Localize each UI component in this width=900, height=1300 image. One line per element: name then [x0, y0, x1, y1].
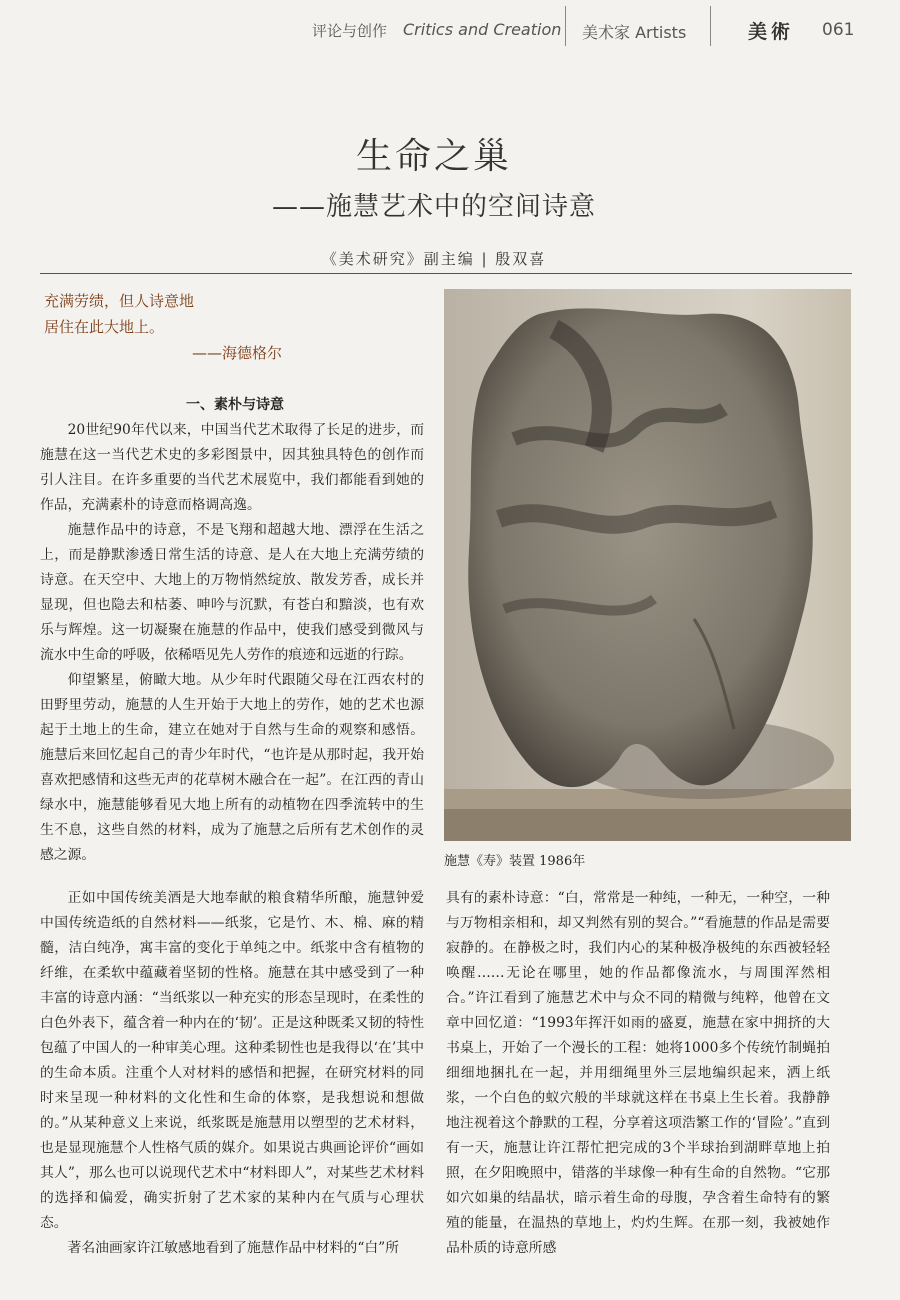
epigraph — [44, 288, 424, 366]
paragraph: 正如中国传统美酒是大地奉献的粮食精华所酿，施慧钟爱中国传统造纸的自然材料——纸浆，它是竹、木、棉、麻的精髓，洁白纯净，寓丰富的变化于单纯之中。纸浆中含有植物的纤维，在柔软中蕴藏着坚韧的性格。施慧在其中感受到了一种丰富的诗意内涵：“当纸浆以一种充实的形态呈现时，在柔性的白色外表下，蕴含着一种内在的‘韧’。正是这种既柔又韧的特性包蕴了中国人的一种审美心理。这种柔韧性也是我得以‘在’其中的生命本质。注重个人对材料的感悟和把握，在研究材料的同时来呈现一种材料的文化性和生命的体察，是我想说和想做的。”从某种意义上来说，纸浆既是施慧用以塑型的艺术材料，也是显现施慧个人性格气质的媒介。如果说古典画论评价“画如其人”，那么也可以说现代艺术中“材料即人”，对某些艺术材料的选择和偏爱，确实折射了艺术家的某种内在气质与心理状态。 — [40, 890, 424, 1231]
article-title: 生命之巢 — [355, 136, 512, 177]
header-category-en: Critics and Creation — [403, 20, 562, 39]
epigraph-author: ——海德格尔 — [192, 344, 283, 362]
paragraph: 20世纪90年代以来，中国当代艺术取得了长足的进步，而施慧在这一当代艺术史的多彩图景中，因其独具特色的创作而引人注目。在许多重要的当代艺术展览中，我们都能看到她的作品，充满素朴的诗意而格调高逸。 — [40, 422, 424, 513]
epigraph-line: 充满劳绩，但人诗意地 — [44, 292, 195, 310]
figure-caption: 施慧《寿》装置 1986年 — [444, 854, 586, 869]
artwork-photo — [444, 289, 851, 841]
body-column-left-lower — [40, 886, 424, 1268]
article-byline: 《美术研究》副主编 | 殷双喜 — [321, 250, 547, 268]
paragraph: 著名油画家许江敏感地看到了施慧作品中材料的“白”所 — [67, 1240, 400, 1256]
paragraph: 施慧作品中的诗意，不是飞翔和超越大地、漂浮在生活之上，而是静默渗透日常生活的诗意、是人在大地上充满劳绩的诗意。在天空中、大地上的万物悄然绽放、散发芳香，成长并显现，但也隐去和枯萎、呻吟与沉默，有苍白和黯淡，也有欢乐与辉煌。这一切凝聚在施慧的作品中，使我们感受到微风与流水中生命的呼吸，依稀唔见先人劳作的痕迹和远逝的行踪。 — [40, 522, 424, 663]
paragraph: 具有的素朴诗意：“白，常常是一种纯，一种无，一种空，一种与万物相亲相和，却又判然有别的契合。”“看施慧的作品是需要寂静的。在静极之时，我们内心的某种极净极纯的东西被轻轻唤醒……无论在哪里，她的作品都像流水，与周围浑然相合。”许江看到了施慧艺术中与众不同的精微与纯粹，他曾在文章中回忆道：“1993年挥汗如雨的盛夏，施慧在家中拥挤的大书桌上，开始了一个漫长的工程：她将1000多个传统竹制蝇拍细细地捆扎在一起，并用细绳里外三层地编织起来，洒上纸浆，一个白色的蚁穴般的半球就这样在书桌上生长着。我静静地注视着这个静默的工程，分享着这项浩繁工作的‘冒险’。”直到有一天，施慧让许江帮忙把完成的3个半球抬到湖畔草地上拍照，在夕阳晚照中，错落的半球像一种有生命的自然物。“它那如穴如巢的结晶状，暗示着生命的母腹，孕含着生命特有的繁殖的能量，在温热的草地上，灼灼生辉。在那一刻，我被她作品朴质的诗意所感 — [446, 890, 830, 1256]
epigraph-line: 居住在此大地上。 — [44, 318, 165, 336]
title-rule — [40, 273, 852, 274]
sculpture-illustration — [444, 289, 851, 841]
article-subtitle: ——施慧艺术中的空间诗意 — [271, 192, 596, 222]
body-column-right-lower — [446, 886, 830, 1268]
magazine-logo: 美術 — [748, 21, 795, 43]
paragraph: 仰望繁星，俯瞰大地。从少年时代跟随父母在江西农村的田野里劳动，施慧的人生开始于大地上的劳作，她的艺术也源起于土地上的生命，建立在她对于自然与生命的观察和感悟。施慧后来回忆起自己的青少年时代，“也许是从那时起，我开始喜欢把感情和这些无声的花草树木融合在一起”。在江西的青山绿水中，施慧能够看见大地上所有的动植物在四季流转中的生生不息，这些自然的材料，成为了施慧之后所有艺术创作的灵感之源。 — [40, 672, 424, 863]
header-divider — [710, 6, 711, 46]
page-header — [0, 0, 900, 60]
header-magazine-name: 美术家 Artists — [582, 23, 687, 42]
header-category-cn: 评论与创作 — [312, 22, 388, 40]
section-heading: 一、素朴与诗意 — [186, 397, 284, 413]
page-number: 061 — [822, 20, 855, 40]
header-divider — [565, 6, 566, 46]
body-column-left-upper — [40, 418, 424, 880]
